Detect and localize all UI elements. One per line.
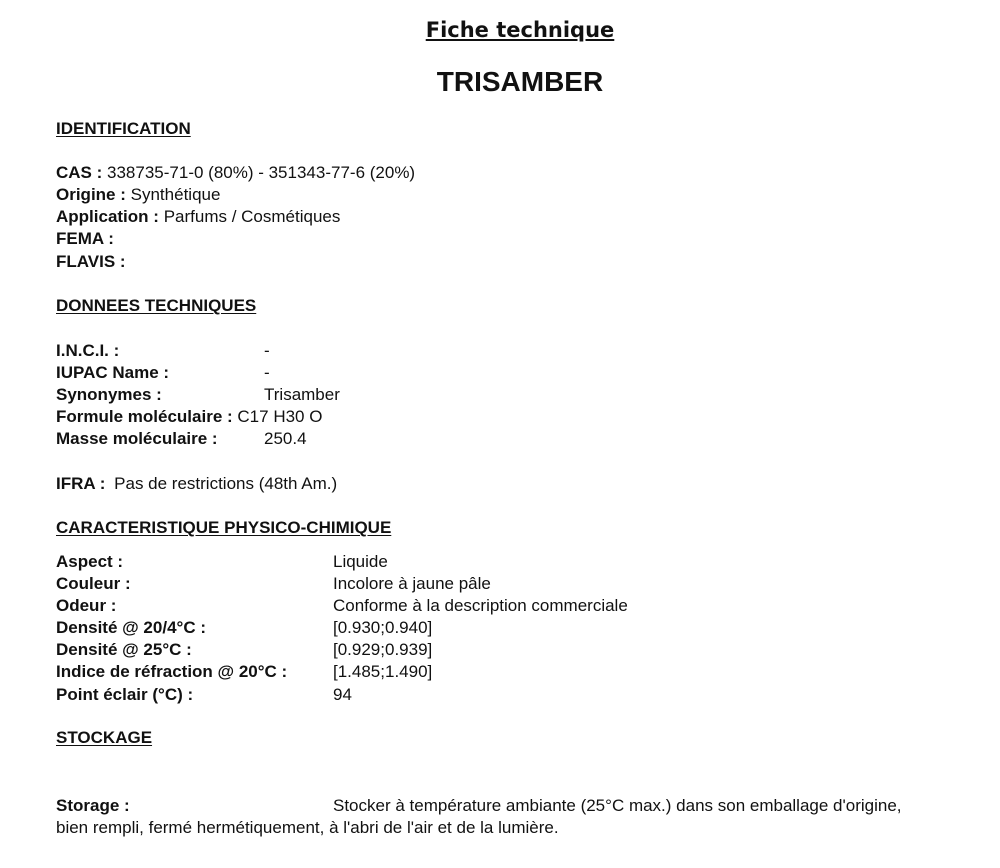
field-value: [1.485;1.490] [333,662,433,681]
identification-row-flavis [56,251,126,273]
field-label: IUPAC Name : [56,363,170,382]
physico-row-densite-25 [56,639,433,661]
field-label: Indice de réfraction @ 20°C : [56,662,288,681]
physico-row-odeur [56,595,628,617]
physico-row-point-eclair [56,684,352,706]
physico-row-refraction [56,661,433,683]
field-label: Odeur : [56,596,117,615]
document-title: Fiche technique [425,18,615,42]
field-value: 94 [333,685,352,704]
field-label: Application : [56,207,159,226]
field-label: Densité @ 20/4°C : [56,618,206,637]
product-name: TRISAMBER [436,66,604,97]
field-label: Storage : [56,796,130,815]
physico-row-aspect [56,551,388,573]
identification-row-fema [56,228,114,250]
physico-row-densite-20 [56,617,433,639]
technical-row-inci [56,340,270,362]
field-label: Point éclair (°C) : [56,685,194,704]
field-value: Synthétique [130,185,221,204]
identification-row-origine [56,184,220,206]
field-label: Masse moléculaire : [56,429,218,448]
field-label: IFRA : [56,474,106,493]
identification-row-cas [56,162,415,184]
technical-heading: DONNEES TECHNIQUES [56,296,257,315]
field-label: Origine : [56,185,126,204]
field-label: Aspect : [56,552,124,571]
field-label: FLAVIS : [56,252,126,271]
technical-row-masse [56,428,307,450]
field-value: Trisamber [264,385,340,404]
field-value: 250.4 [264,429,307,448]
physico-heading: CARACTERISTIQUE PHYSICO-CHIMIQUE [56,518,392,537]
field-value: [0.929;0.939] [333,640,433,659]
technical-row-formule [56,406,322,428]
technical-row-iupac [56,362,270,384]
field-value: [0.930;0.940] [333,618,433,637]
storage-row [56,795,902,817]
storage-value-line2: bien rempli, fermé hermétiquement, à l'abri de l'air et de la lumière. [56,818,559,837]
field-label: I.N.C.I. : [56,341,120,360]
field-label: Formule moléculaire : [56,407,233,426]
storage-value-line1: Stocker à température ambiante (25°C max.) dans son emballage d'origine, [333,796,902,815]
technical-row-synonymes [56,384,340,406]
field-value: - [264,341,270,360]
field-label: Synonymes : [56,385,162,404]
field-value: Conforme à la description commerciale [333,596,628,615]
field-value: Incolore à jaune pâle [333,574,491,593]
field-label: Couleur : [56,574,131,593]
field-label: FEMA : [56,229,114,248]
field-value: Pas de restrictions (48th Am.) [114,474,338,493]
field-value: C17 H30 O [237,407,323,426]
field-label: CAS : [56,163,103,182]
field-value: Liquide [333,552,388,571]
field-value: Parfums / Cosmétiques [163,207,341,226]
technical-row-ifra [56,473,337,495]
storage-heading: STOCKAGE [56,728,153,747]
identification-row-application [56,206,340,228]
field-value: 338735-71-0 (80%) - 351343-77-6 (20%) [107,163,416,182]
field-value: - [264,363,270,382]
field-label: Densité @ 25°C : [56,640,192,659]
identification-heading: IDENTIFICATION [56,119,191,138]
physico-row-couleur [56,573,491,595]
